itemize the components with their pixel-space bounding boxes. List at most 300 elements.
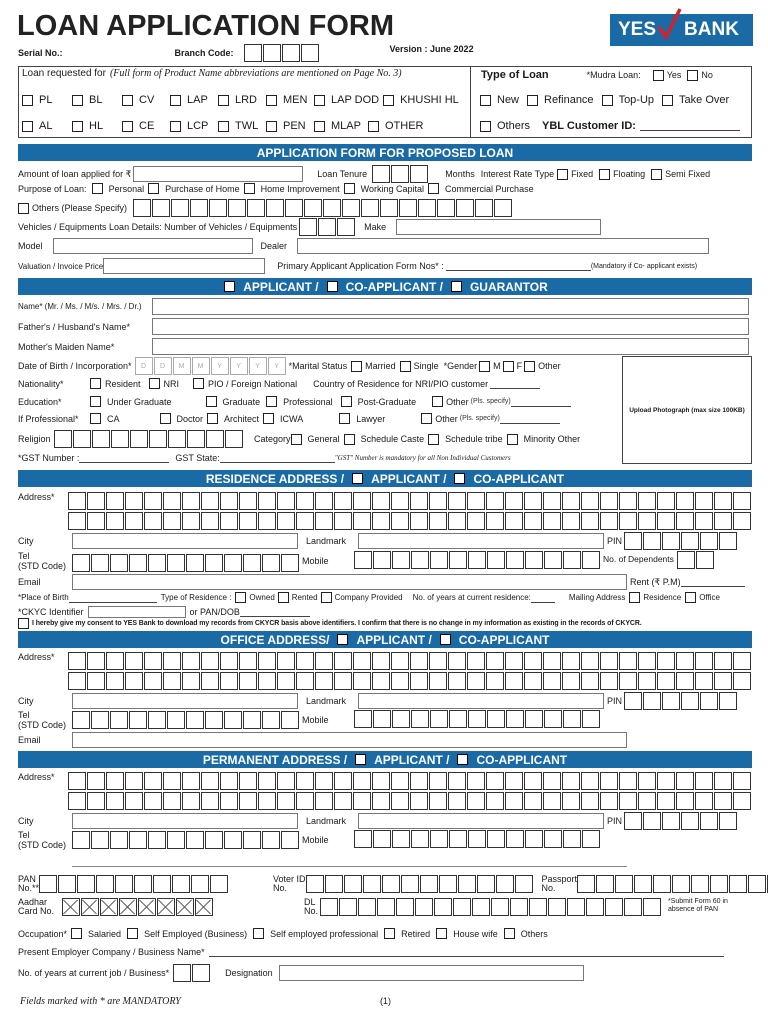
office-tel-grid[interactable] — [72, 711, 300, 729]
loan-product-other[interactable] — [368, 120, 428, 132]
tenure-label: Loan Tenure — [317, 169, 368, 179]
purpose-purchase-of-home-checkbox[interactable] — [148, 183, 159, 194]
loan-type-new-checkbox[interactable] — [480, 95, 491, 106]
fixed-label: Fixed — [571, 169, 594, 179]
ckyc-consent-checkbox[interactable] — [18, 618, 29, 629]
dealer-field[interactable] — [297, 238, 709, 254]
loan-product-pl-checkbox[interactable] — [22, 95, 33, 106]
band-guarantor-text: GUARANTOR — [469, 279, 548, 294]
loan-product-twl[interactable] — [218, 120, 266, 132]
loan-product-al[interactable] — [22, 120, 72, 132]
perm-tel-label-group — [18, 830, 72, 850]
loan-product-cv[interactable] — [122, 94, 170, 106]
name-label: Name* (Mr. / Ms. / M/s. / Mrs. / Dr.) — [18, 302, 142, 311]
perm-pin-label: PIN — [607, 816, 623, 826]
father-name-field[interactable] — [152, 318, 749, 335]
residence-coapplicant-checkbox[interactable] — [454, 473, 465, 484]
band-office-applicant-text: APPLICANT / — [356, 632, 432, 647]
occupation-house-wife-label: House wife — [453, 928, 498, 939]
residence-applicant-checkbox[interactable] — [352, 473, 363, 484]
gender-other-label: Other — [538, 361, 561, 371]
category-minority-other-label: Minority Other — [523, 434, 581, 444]
single-label: Single — [413, 361, 439, 371]
dependents-grid[interactable] — [677, 551, 715, 569]
res-tel-label-group — [18, 551, 72, 571]
purpose-commercial-purchase-checkbox[interactable] — [428, 183, 439, 194]
res-email-label: Email — [18, 577, 41, 587]
gst-note: "GST" Number is mandatory for all Non Individual Customers — [334, 454, 511, 462]
gst-number-label: *GST Number : — [18, 453, 80, 463]
loan-product-lrd[interactable] — [218, 94, 266, 106]
office-coapplicant-checkbox[interactable] — [440, 634, 451, 645]
office-address-line2[interactable] — [68, 672, 752, 690]
loan-type-refinance-label: Refinance — [544, 94, 594, 106]
band-office — [18, 631, 752, 648]
category-schedule-caste-checkbox[interactable] — [344, 434, 355, 445]
religion-grid[interactable] — [54, 430, 244, 448]
category-schedule-tribe-checkbox[interactable] — [428, 434, 439, 445]
passport-label: Passport — [541, 874, 578, 884]
loan-product-khushi-hl-label: KHUSHI HL — [400, 94, 459, 106]
office-landmark-field[interactable] — [358, 693, 604, 709]
office-pin-label: PIN — [607, 696, 623, 706]
gender-other-checkbox[interactable] — [524, 361, 535, 372]
loan-product-hl-label: HL — [89, 120, 104, 132]
office-address-line1[interactable] — [68, 652, 752, 670]
gender-f-checkbox[interactable] — [503, 361, 514, 372]
loan-product-lcp-checkbox[interactable] — [170, 121, 181, 132]
perm-address-line1[interactable] — [68, 772, 752, 790]
place-of-birth-field[interactable] — [69, 593, 157, 603]
make-label: Make — [364, 222, 387, 232]
prof-other-checkbox[interactable] — [421, 413, 432, 424]
nri-label: NRI — [163, 378, 180, 389]
band-residence-text: RESIDENCE ADDRESS / — [205, 471, 345, 486]
owned-checkbox[interactable] — [235, 592, 246, 603]
purpose-others-checkbox[interactable] — [18, 203, 29, 214]
father-name-label: Father's / Husband's Name* — [18, 321, 130, 332]
passport-no-label: No. — [541, 883, 556, 893]
mailing-address-label: Mailing Address — [568, 593, 626, 602]
prof-doctor-checkbox[interactable] — [160, 413, 171, 424]
res-address-line2[interactable] — [68, 512, 752, 530]
prof-lawyer-label: Lawyer — [356, 413, 386, 424]
aadhar-label: Aadhar — [18, 897, 48, 907]
loan-product-al-checkbox[interactable] — [22, 121, 33, 132]
loan-type-refinance-checkbox[interactable] — [527, 95, 538, 106]
amount-field[interactable] — [133, 166, 303, 182]
prof-architect-label: Architect — [224, 413, 260, 424]
mudra-no-checkbox[interactable] — [687, 70, 698, 81]
loan-product-khushi-hl[interactable] — [383, 94, 463, 106]
designation-field[interactable] — [279, 965, 584, 981]
edu-other-field[interactable] — [511, 397, 571, 407]
office-email-label: Email — [18, 735, 41, 745]
loan-product-bl-label: BL — [89, 94, 103, 106]
band-permanent-applicant-text: APPLICANT / — [374, 752, 450, 767]
purpose-label: Purpose of Loan: — [18, 183, 87, 194]
res-mobile-label: Mobile — [302, 556, 329, 566]
gst-number-field[interactable] — [79, 453, 169, 463]
loan-product-lap-dod[interactable] — [314, 94, 383, 106]
office-pin-grid[interactable] — [624, 692, 738, 710]
perm-extra-line — [72, 866, 627, 867]
band-coapplicant-checkbox[interactable] — [327, 281, 338, 292]
pan-label-group — [18, 875, 39, 893]
professional-label: If Professional* — [18, 413, 79, 424]
loan-product-pen[interactable] — [266, 120, 314, 132]
loan-product-ce-label: CE — [139, 120, 155, 132]
office-mobile-grid[interactable] — [354, 710, 601, 728]
res-mobile-grid[interactable] — [354, 551, 601, 569]
floating-checkbox[interactable] — [599, 169, 610, 180]
perm-city-label: City — [18, 816, 34, 826]
loan-product-cv-checkbox[interactable] — [122, 95, 133, 106]
perm-landmark-field[interactable] — [358, 813, 604, 829]
mudra-label: *Mudra Loan: — [586, 70, 641, 80]
occupation-label: Occupation* — [18, 928, 68, 939]
yes-bank-logo — [610, 14, 753, 46]
make-field[interactable] — [396, 219, 601, 235]
vehicles-count-grid[interactable] — [299, 218, 356, 236]
band-permanent — [18, 751, 752, 768]
purpose-personal-checkbox[interactable] — [92, 183, 103, 194]
serial-label: Serial No.: — [18, 48, 63, 58]
category-schedule-tribe-label: Schedule tribe — [445, 434, 503, 444]
model-label: Model — [18, 241, 43, 251]
loan-product-hl-checkbox[interactable] — [72, 121, 83, 132]
mother-name-field[interactable] — [152, 338, 749, 355]
prof-icwa-checkbox[interactable] — [263, 413, 274, 424]
loan-product-men-checkbox[interactable] — [266, 95, 277, 106]
voter-label: Voter ID — [273, 874, 306, 884]
loan-product-men-label: MEN — [283, 94, 308, 106]
band-applicant-checkbox[interactable] — [224, 281, 235, 292]
perm-address-line2[interactable] — [68, 792, 752, 810]
office-landmark-label: Landmark — [306, 696, 347, 706]
loan-product-twl-checkbox[interactable] — [218, 121, 229, 132]
owned-label: Owned — [249, 593, 275, 602]
occupation-self-employed-business-checkbox[interactable] — [127, 928, 138, 939]
page-number: (1) — [380, 996, 391, 1006]
gender-m-label: M — [493, 361, 501, 371]
perm-city-field[interactable] — [72, 813, 298, 829]
perm-mobile-label: Mobile — [302, 835, 329, 845]
purpose-others-label: Others (Please Specify) — [32, 203, 128, 213]
permanent-coapplicant-checkbox[interactable] — [457, 754, 468, 765]
perm-tel-label: Tel — [18, 830, 30, 840]
mailing-residence-checkbox[interactable] — [629, 592, 640, 603]
office-address-label: Address* — [18, 652, 55, 662]
mailing-residence-label: Residence — [643, 593, 682, 602]
edu-post-graduate-checkbox[interactable] — [341, 396, 352, 407]
gender-f-label: F — [516, 361, 523, 371]
logo-bank-text: BANK — [684, 19, 739, 40]
purpose-working-capital-checkbox[interactable] — [344, 183, 355, 194]
loan-product-lap-dod-checkbox[interactable] — [314, 95, 325, 106]
loan-product-lap-dod-label: LAP DOD — [331, 94, 380, 106]
model-field[interactable] — [53, 238, 253, 254]
perm-tel-grid[interactable] — [72, 831, 300, 849]
married-checkbox[interactable] — [351, 361, 362, 372]
name-field[interactable] — [152, 298, 749, 315]
edu-under-graduate-label: Under Graduate — [107, 396, 172, 407]
loan-product-pen-checkbox[interactable] — [266, 121, 277, 132]
type-of-loan-label: Type of Loan — [481, 69, 549, 81]
gst-state-field[interactable] — [220, 453, 335, 463]
office-city-label: City — [18, 696, 34, 706]
band-permanent-text: PERMANENT ADDRESS / — [202, 752, 348, 767]
occupation-retired-label: Retired — [401, 928, 431, 939]
valuation-field[interactable] — [103, 258, 265, 274]
aadhar-no-label: Card No. — [18, 906, 55, 916]
aadhar-grid[interactable] — [62, 898, 214, 916]
loan-product-pen-label: PEN — [283, 120, 306, 132]
loan-product-al-label: AL — [39, 120, 53, 132]
prof-architect-checkbox[interactable] — [207, 413, 218, 424]
loan-type-top-up-checkbox[interactable] — [602, 95, 613, 106]
category-minority-other-checkbox[interactable] — [507, 434, 518, 445]
office-tel-label-group — [18, 710, 72, 730]
res-tel-grid[interactable] — [72, 554, 300, 572]
ckyc-label: *CKYC Identifier — [18, 607, 84, 617]
res-landmark-field[interactable] — [358, 533, 604, 549]
logo-tick-icon — [656, 7, 682, 43]
gender-m-checkbox[interactable] — [479, 361, 490, 372]
office-email-field[interactable] — [72, 732, 627, 748]
dealer-label: Dealer — [260, 241, 288, 251]
mother-name-label: Mother's Maiden Name* — [18, 341, 115, 352]
rent-field[interactable] — [681, 577, 745, 587]
res-email-field[interactable] — [72, 574, 627, 590]
occupation-salaried-label: Salaried — [88, 928, 122, 939]
years-residence-field[interactable] — [531, 593, 555, 603]
category-label: Category — [254, 434, 291, 444]
loan-type-top-up-label: Top-Up — [618, 94, 655, 106]
perm-landmark-label: Landmark — [306, 816, 347, 826]
mandatory-coapp-note: (Mandatory if Co- applicant exists) — [590, 262, 698, 270]
edu-professional-checkbox[interactable] — [266, 396, 277, 407]
dob-label: Date of Birth / Incorporation* — [18, 361, 132, 371]
gender-label: *Gender — [443, 361, 478, 371]
purpose-personal-label: Personal — [108, 183, 145, 194]
band-residence-applicant-text: APPLICANT / — [371, 471, 447, 486]
primary-form-field[interactable] — [446, 261, 591, 271]
pio-checkbox[interactable] — [193, 378, 204, 389]
pio-label: PIO / Foreign National — [208, 378, 298, 389]
passport-grid[interactable] — [577, 875, 768, 893]
years-job-grid[interactable] — [173, 964, 211, 982]
rent-label: Rent (₹ P.M) — [630, 576, 681, 587]
band-office-text: OFFICE ADDRESS/ — [220, 632, 330, 647]
band-office-coapplicant-text: CO-APPLICANT — [458, 632, 550, 647]
edu-graduate-checkbox[interactable] — [206, 396, 217, 407]
pan-dob-field[interactable] — [240, 607, 310, 617]
company-provided-checkbox[interactable] — [321, 592, 332, 603]
ckyc-consent-text: I hereby give my consent to YES Bank to download my records from CKYCR basis above identifiers. I confirm that there is no change in my information as existing in the records of CKYCR. — [32, 620, 642, 627]
loan-product-lap-label: LAP — [187, 94, 208, 106]
branch-code-grid[interactable] — [244, 44, 320, 62]
res-city-field[interactable] — [72, 533, 298, 549]
loan-type-take-over-checkbox[interactable] — [662, 95, 673, 106]
loan-product-lap-checkbox[interactable] — [170, 95, 181, 106]
mudra-yes-checkbox[interactable] — [653, 70, 664, 81]
band-permanent-coapplicant-text: CO-APPLICANT — [476, 752, 568, 767]
category-options — [291, 434, 585, 445]
loan-product-lrd-label: LRD — [235, 94, 258, 106]
band-proposed-loan — [18, 144, 752, 161]
purpose-purchase-of-home-label: Purchase of Home — [165, 183, 240, 194]
category-schedule-caste-label: Schedule Caste — [360, 434, 425, 444]
occupation-house-wife-checkbox[interactable] — [436, 928, 447, 939]
loan-product-khushi-hl-checkbox[interactable] — [383, 95, 394, 106]
customer-id-field[interactable] — [640, 121, 740, 131]
office-city-field[interactable] — [72, 693, 298, 709]
occupation-salaried-checkbox[interactable] — [71, 928, 82, 939]
voter-grid[interactable] — [306, 875, 534, 893]
resident-label: Resident — [105, 378, 141, 389]
loan-product-twl-label: TWL — [235, 120, 259, 132]
loan-product-lrd-checkbox[interactable] — [218, 95, 229, 106]
occupation-row — [18, 928, 752, 939]
dl-grid[interactable] — [320, 898, 662, 916]
passport-label-group — [542, 875, 578, 893]
amount-label: Amount of loan applied for ₹ — [18, 168, 132, 179]
dl-label: DL — [304, 897, 316, 907]
loan-type-new-label: New — [497, 94, 520, 106]
band-proposed-text: APPLICATION FORM FOR PROPOSED LOAN — [256, 145, 514, 160]
years-job-label: No. of years at current job / Business* — [18, 968, 170, 978]
loan-requested-note: (Full form of Product Name abbreviations are mentioned on Page No. 3) — [109, 68, 402, 79]
band-residence-coapplicant-text: CO-APPLICANT — [473, 471, 565, 486]
purpose-others-grid[interactable] — [133, 199, 513, 217]
perm-pin-grid[interactable] — [624, 812, 738, 830]
loan-product-lcp[interactable] — [170, 120, 218, 132]
office-tel-label: Tel — [18, 710, 30, 720]
band-applicant — [18, 278, 752, 295]
aadhar-label-group — [18, 898, 62, 916]
loan-type-others-label: Others — [497, 120, 531, 132]
occupation-others-label: Others — [520, 928, 548, 939]
loan-product-bl[interactable] — [72, 94, 122, 106]
perm-mobile-grid[interactable] — [354, 830, 601, 848]
purpose-home-improvement-label: Home Improvement — [260, 183, 340, 194]
primary-form-label: Primary Applicant Application Form Nos* : — [277, 261, 444, 271]
loan-product-other-checkbox[interactable] — [368, 121, 379, 132]
loan-product-men[interactable] — [266, 94, 314, 106]
designation-label: Designation — [225, 968, 273, 978]
res-pin-grid[interactable] — [624, 532, 738, 550]
employer-field[interactable] — [209, 947, 724, 957]
purpose-commercial-purchase-label: Commercial Purchase — [445, 183, 534, 194]
purpose-working-capital-label: Working Capital — [360, 183, 425, 194]
single-checkbox[interactable] — [400, 361, 411, 372]
prof-other-field[interactable] — [500, 414, 560, 424]
pan-no-label: No.** — [18, 883, 40, 893]
vehicles-label: Vehicles / Equipments Loan Details: Number of Vehicles / Equipments — [18, 222, 298, 232]
version-label: Version : June 2022 — [389, 44, 474, 54]
loan-product-hl[interactable] — [72, 120, 122, 132]
country-residence-label: Country of Residence for NRI/PIO customer — [313, 378, 489, 389]
semi-fixed-checkbox[interactable] — [651, 169, 662, 180]
edu-other-checkbox[interactable] — [432, 396, 443, 407]
mailing-office-checkbox[interactable] — [685, 592, 696, 603]
prof-lawyer-checkbox[interactable] — [339, 413, 350, 424]
loan-product-ce-checkbox[interactable] — [122, 121, 133, 132]
ckyc-field[interactable] — [88, 606, 186, 618]
fixed-checkbox[interactable] — [557, 169, 568, 180]
resident-checkbox[interactable] — [90, 378, 101, 389]
married-label: Married — [365, 361, 396, 371]
prof-ca-checkbox[interactable] — [90, 413, 101, 424]
prof-icwa-label: ICWA — [280, 413, 304, 424]
loan-type-options — [480, 94, 752, 106]
tenure-grid[interactable] — [372, 165, 429, 183]
nationality-label: Nationality* — [18, 378, 64, 389]
dependents-label: No. of Dependents — [603, 554, 674, 564]
loan-product-mlap[interactable] — [314, 120, 368, 132]
office-mobile-label: Mobile — [302, 715, 329, 725]
edu-professional-label: Professional — [283, 396, 333, 407]
rented-checkbox[interactable] — [278, 592, 289, 603]
band-residence — [18, 470, 752, 487]
band-guarantor-checkbox[interactable] — [451, 281, 462, 292]
loan-product-mlap-label: MLAP — [331, 120, 361, 132]
country-residence-field[interactable] — [490, 379, 540, 389]
form-title: LOAN APPLICATION FORM — [17, 10, 394, 42]
edu-post-graduate-label: Post-Graduate — [357, 396, 417, 407]
prof-ca-label: CA — [107, 413, 120, 424]
voter-no-label: No. — [273, 883, 288, 893]
floating-label: Floating — [613, 169, 646, 179]
res-address-line1[interactable] — [68, 492, 752, 510]
residence-type-label: Type of Residence : — [160, 593, 232, 602]
loan-product-mlap-checkbox[interactable] — [314, 121, 325, 132]
months-label: Months — [445, 169, 475, 179]
prof-doctor-label: Doctor — [176, 413, 204, 424]
purpose-home-improvement-checkbox[interactable] — [244, 183, 255, 194]
pan-grid[interactable] — [39, 875, 229, 893]
place-of-birth-label: *Place of Birth — [18, 593, 69, 602]
occupation-others-checkbox[interactable] — [504, 928, 515, 939]
loan-product-lap[interactable] — [170, 94, 218, 106]
mudra-yes-label: Yes — [666, 70, 682, 80]
purpose-row — [18, 183, 752, 194]
loan-product-pl[interactable] — [22, 94, 72, 106]
edu-under-graduate-checkbox[interactable] — [90, 396, 101, 407]
res-tel-label: Tel — [18, 551, 30, 561]
res-std-label: (STD Code) — [18, 561, 67, 571]
nri-checkbox[interactable] — [149, 378, 160, 389]
occupation-self-employed-professional-checkbox[interactable] — [253, 928, 264, 939]
office-applicant-checkbox[interactable] — [337, 634, 348, 645]
valuation-label: Valuation / Invoice Price — [18, 261, 104, 271]
dob-grid[interactable]: D D M M Y Y Y Y — [135, 357, 287, 375]
permanent-applicant-checkbox[interactable] — [355, 754, 366, 765]
occupation-retired-checkbox[interactable] — [384, 928, 395, 939]
photo-label: Upload Photograph (max size 100KB) — [629, 406, 745, 414]
band-coapplicant-text: CO-APPLICANT / — [345, 279, 443, 294]
prof-other-label: Other — [435, 413, 458, 424]
res-pin-label: PIN — [607, 536, 623, 546]
loan-product-cv-label: CV — [139, 94, 155, 106]
category-general-checkbox[interactable] — [291, 434, 302, 445]
marital-label: *Marital Status — [288, 361, 348, 371]
loan-product-ce[interactable] — [122, 120, 170, 132]
loan-product-bl-checkbox[interactable] — [72, 95, 83, 106]
prof-pls-specify: (Pls. specify) — [459, 415, 500, 422]
loan-type-others-checkbox[interactable] — [480, 121, 491, 132]
